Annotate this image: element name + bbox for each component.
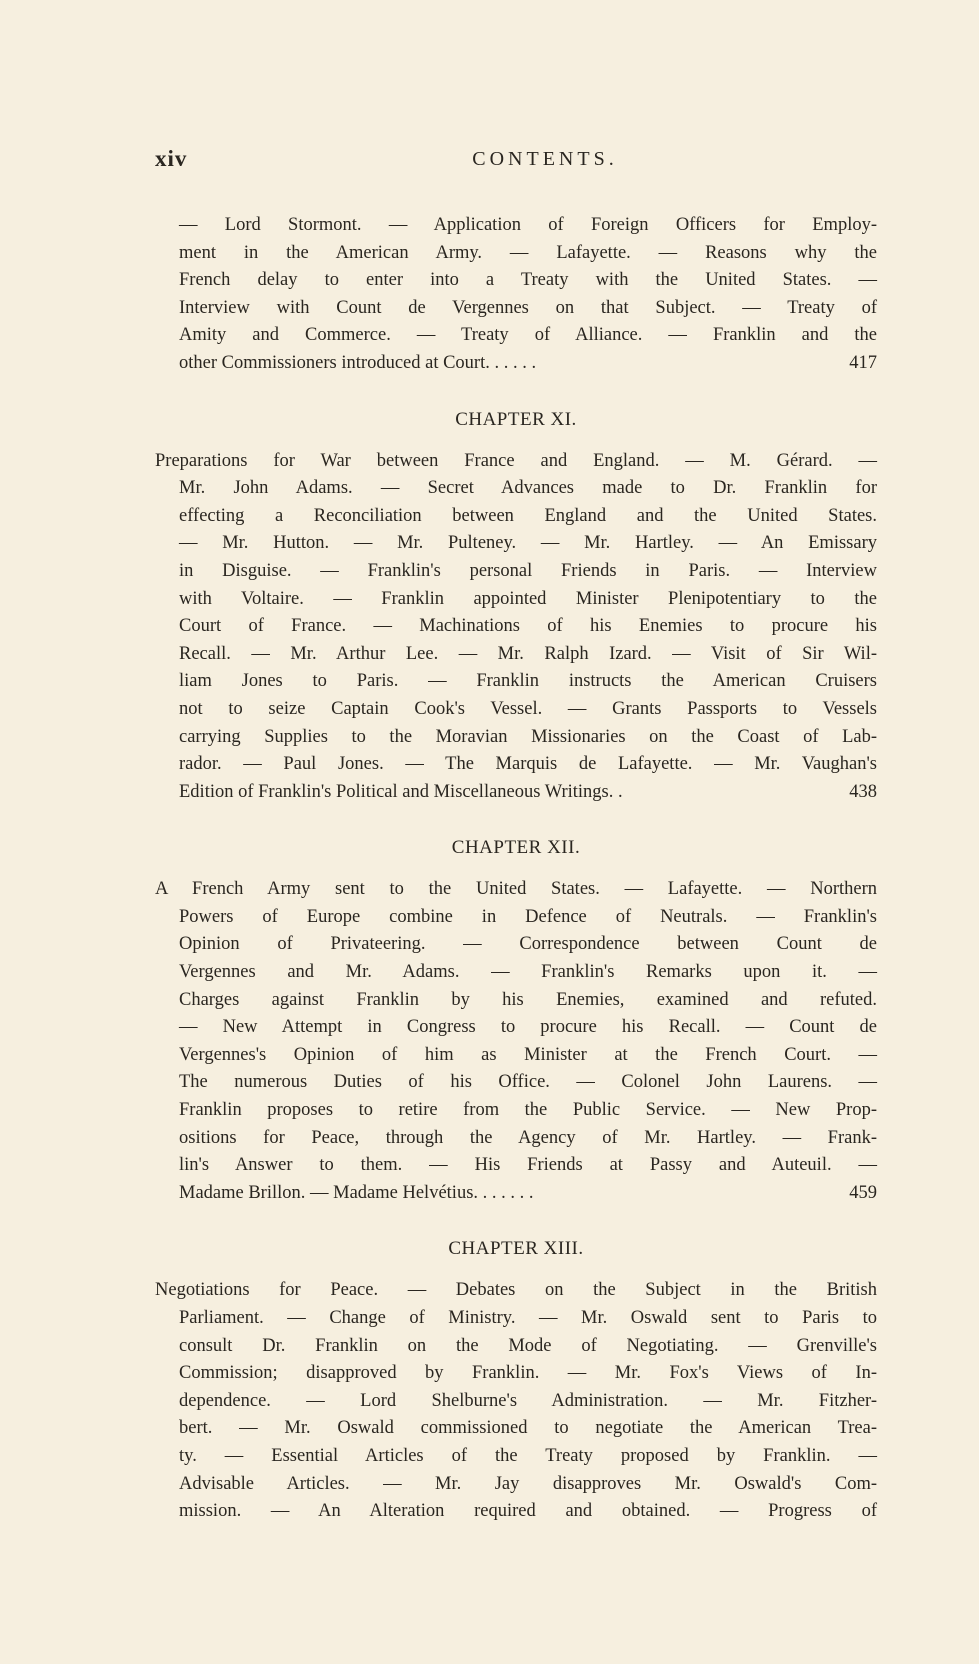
- entry-line: French delay to enter into a Treaty with the United States. —: [179, 270, 877, 291]
- contents-entry-continued: [155, 212, 877, 378]
- entry-line: liam Jones to Paris. — Franklin instructs the American Cruisers: [179, 671, 877, 692]
- entry-line: Recall. — Mr. Arthur Lee. — Mr. Ralph Izard. — Visit of Sir Wil-: [179, 643, 877, 664]
- entry-line: in Disguise. — Franklin's personal Friends in Paris. — Interview: [179, 560, 877, 581]
- entry-line: Vergennes and Mr. Adams. — Franklin's Remarks upon it. —: [179, 962, 877, 983]
- entry-line: Powers of Europe combine in Defence of Neutrals. — Franklin's: [179, 906, 877, 927]
- chapter-heading: CHAPTER XI.: [455, 408, 577, 430]
- entry-line: Vergennes's Opinion of him as Minister at the French Court. —: [179, 1044, 877, 1065]
- entry-line: dependence. — Lord Shelburne's Administration. — Mr. Fitzher-: [179, 1390, 877, 1411]
- entry-line: A French Army sent to the United States. — Lafayette. — Northern: [155, 879, 877, 900]
- entry-line: not to seize Captain Cook's Vessel. — Grants Passports to Vessels: [179, 698, 877, 719]
- entry-line: with Voltaire. — Franklin appointed Minister Plenipotentiary to the: [179, 588, 877, 609]
- entry-line: ositions for Peace, through the Agency of Mr. Hartley. — Frank-: [179, 1127, 877, 1148]
- chapter-heading: CHAPTER XII.: [451, 837, 581, 859]
- entry-page-number: 417: [849, 352, 877, 373]
- chapter-heading: CHAPTER XIII.: [448, 1238, 584, 1260]
- entry-line: consult Dr. Franklin on the Mode of Negotiating. — Grenville's: [179, 1335, 877, 1356]
- entry-line: ty. — Essential Articles of the Treaty proposed by Franklin. —: [179, 1445, 877, 1466]
- entry-page-number: 459: [849, 1182, 877, 1203]
- entry-line: Preparations for War between France and England. — M. Gérard. —: [155, 450, 877, 471]
- entry-line: Madame Brillon. — Madame Helvétius. . . . . . . 459: [155, 1180, 877, 1208]
- entry-line: Court of France. — Machinations of his Enemies to procure his: [179, 616, 877, 637]
- entry-line: Parliament. — Change of Ministry. — Mr. Oswald sent to Paris to: [179, 1308, 877, 1328]
- page-header: [155, 146, 875, 180]
- entry-line: — Mr. Hutton. — Mr. Pulteney. — Mr. Hartley. — An Emissary: [179, 533, 877, 554]
- entry-line: Advisable Articles. — Mr. Jay disapproves Mr. Oswald's Com-: [179, 1473, 877, 1494]
- entry-line: — New Attempt in Congress to procure his Recall. — Count de: [179, 1017, 877, 1038]
- entry-line: ment in the American Army. — Lafayette. — Reasons why the: [179, 242, 877, 263]
- chapter-summary: [155, 1277, 877, 1525]
- entry-line: Franklin proposes to retire from the Public Service. — New Prop-: [179, 1100, 877, 1121]
- entry-page-number: 438: [849, 781, 877, 802]
- entry-line: lin's Answer to them. — His Friends at Passy and Auteuil. —: [179, 1155, 877, 1176]
- chapter-summary: [155, 876, 877, 1207]
- entry-line: Commission; disapproved by Franklin. — Mr. Fox's Views of In-: [179, 1363, 877, 1384]
- entry-line: carrying Supplies to the Moravian Missionaries on the Coast of Lab-: [179, 726, 877, 747]
- entry-line: Mr. John Adams. — Secret Advances made to Dr. Franklin for: [179, 478, 877, 499]
- entry-line: Negotiations for Peace. — Debates on the Subject in the British: [155, 1280, 877, 1301]
- entry-line: bert. — Mr. Oswald commissioned to negotiate the American Trea-: [179, 1418, 877, 1439]
- entry-line: The numerous Duties of his Office. — Colonel John Laurens. —: [179, 1072, 877, 1093]
- page-number: xiv: [155, 146, 188, 171]
- chapter-summary: [155, 448, 877, 807]
- entry-line: Amity and Commerce. — Treaty of Alliance. — Franklin and the: [179, 325, 877, 346]
- entry-line: effecting a Reconciliation between England and the United States.: [179, 505, 877, 526]
- entry-line: other Commissioners introduced at Court. . . . . . 417: [155, 350, 877, 378]
- entry-line: Edition of Franklin's Political and Miscellaneous Writings. . 438: [155, 779, 877, 807]
- entry-line: rador. — Paul Jones. — The Marquis de Lafayette. — Mr. Vaughan's: [179, 754, 877, 775]
- entry-line: Charges against Franklin by his Enemies, examined and refuted.: [179, 989, 877, 1010]
- running-title: CONTENTS.: [472, 148, 618, 170]
- entry-line: Interview with Count de Vergennes on that Subject. — Treaty of: [179, 297, 877, 318]
- entry-line: — Lord Stormont. — Application of Foreign Officers for Employ-: [179, 215, 877, 235]
- contents-list: [155, 212, 877, 1526]
- entry-line: Opinion of Privateering. — Correspondence between Count de: [179, 934, 877, 955]
- entry-line: mission. — An Alteration required and obtained. — Progress of: [179, 1501, 877, 1522]
